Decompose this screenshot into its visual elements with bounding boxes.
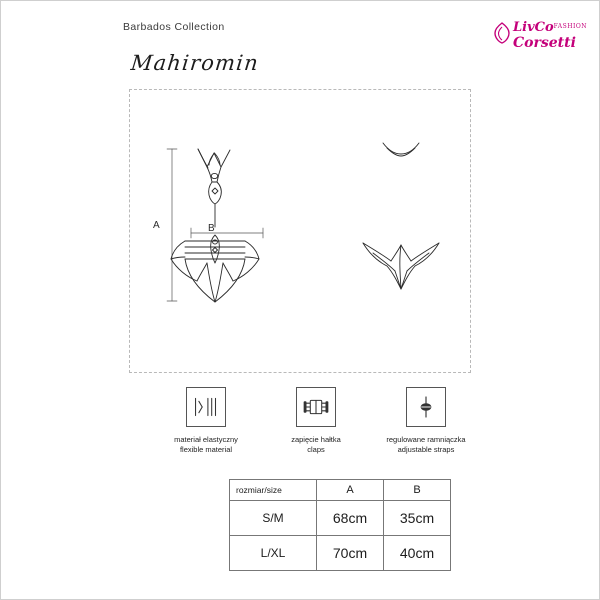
feature-caption [261, 435, 371, 455]
dimension-label-b: B [208, 223, 215, 234]
feature-item [371, 387, 481, 455]
cell-a: 68cm [317, 501, 384, 536]
brand-mark-icon [493, 22, 511, 44]
table-header-b: B [384, 480, 451, 501]
table-row [230, 501, 451, 536]
feature-list [151, 387, 471, 467]
adjustable-straps-glyph [407, 388, 445, 426]
cell-b: 35cm [384, 501, 451, 536]
feature-caption [151, 435, 261, 455]
feature-label-pl: materiał elastyczny [174, 435, 238, 444]
hook-clasp-glyph [297, 388, 335, 426]
adjustable-straps-icon [406, 387, 446, 427]
brand-logo [493, 20, 588, 53]
cell-a: 70cm [317, 536, 384, 571]
cell-size: L/XL [230, 536, 317, 571]
illustration-frame [129, 89, 471, 373]
feature-label-en: flexible material [179, 445, 233, 455]
brand-line1-small: FASHION [553, 23, 588, 30]
dimension-label-a: A [153, 220, 160, 231]
cell-size: S/M [230, 501, 317, 536]
cell-b: 40cm [384, 536, 451, 571]
collection-title: Barbados Collection [123, 21, 225, 33]
feature-label-pl: regulowane ramniączka [386, 435, 466, 444]
feature-item [261, 387, 371, 455]
feature-label-en: claps [307, 445, 325, 455]
feature-label-pl: zapięcie hałtka [291, 435, 341, 444]
feature-caption [371, 435, 481, 455]
table-header-row [230, 480, 451, 501]
brand-wordmark [513, 21, 587, 50]
size-table [229, 479, 451, 571]
table-row [230, 536, 451, 571]
elastic-material-icon [186, 387, 226, 427]
feature-item [151, 387, 261, 455]
table-header-size: rozmiar/size [230, 480, 317, 501]
elastic-material-glyph [187, 388, 225, 426]
table-header-a: A [317, 480, 384, 501]
brand-line2: Corsetti [513, 34, 576, 51]
brand-line1: LivCo [513, 20, 554, 35]
page-title: Mahiromin [129, 51, 261, 75]
hook-clasp-icon [296, 387, 336, 427]
feature-label-en: adjustable straps [397, 445, 455, 455]
